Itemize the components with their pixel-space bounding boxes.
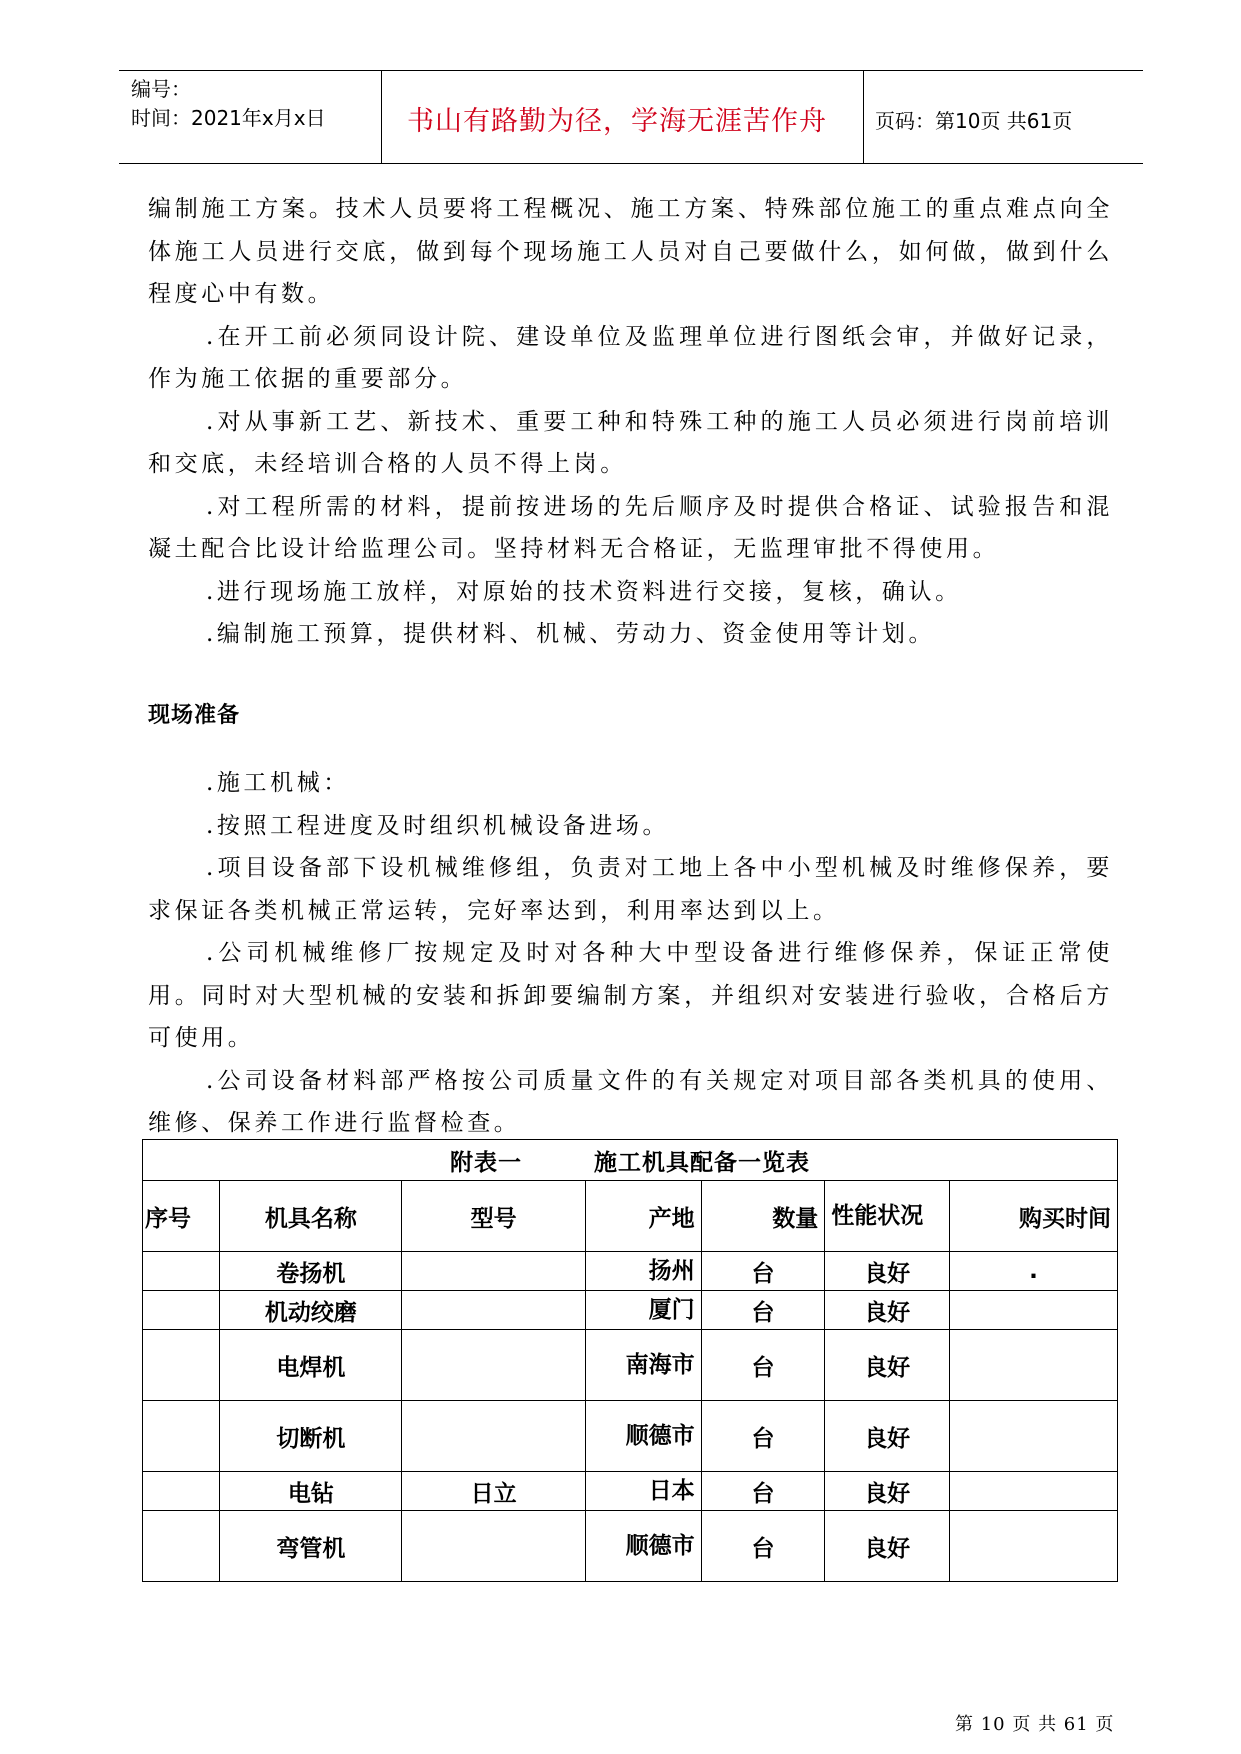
body-text: [148, 188, 1113, 656]
header-name: 机具名称: [220, 1181, 402, 1252]
cell-perf: 良好: [825, 1252, 950, 1291]
cell-date: [950, 1401, 1118, 1472]
cell-qty: 台: [701, 1511, 825, 1582]
paragraph: .对从事新工艺、新技术、重要工种和特殊工种的施工人员必须进行岗前培训和交底，未经培训合格的人员不得上岗。: [148, 408, 1113, 477]
cell-name: 卷扬机: [220, 1252, 402, 1291]
equipment-table: [142, 1139, 1118, 1582]
paragraph: .施工机械：: [206, 770, 350, 796]
header-date: 购买时间: [950, 1181, 1118, 1252]
header-meta: [131, 75, 326, 133]
header-divider: [863, 71, 864, 163]
cell-seq: [143, 1330, 220, 1401]
header-page-number: 页码：第10页 共61页: [875, 109, 1073, 133]
table-row: [143, 1511, 1118, 1582]
cell-seq: [143, 1291, 220, 1330]
cell-date: .: [950, 1252, 1118, 1291]
table-title: 附表一 施工机具配备一览表: [143, 1140, 1118, 1181]
cell-origin: 厦门: [585, 1291, 701, 1330]
cell-seq: [143, 1401, 220, 1472]
table-row: [143, 1291, 1118, 1330]
paragraph: .公司设备材料部严格按公司质量文件的有关规定对项目部各类机具的使用、维修、保养工作进行监督检查。: [148, 1067, 1113, 1136]
cell-perf: 良好: [825, 1472, 950, 1511]
cell-origin: 南海市: [585, 1330, 701, 1401]
table-row: [143, 1330, 1118, 1401]
cell-qty: 台: [701, 1291, 825, 1330]
paragraph: .按照工程进度及时组织机械设备进场。: [206, 812, 670, 839]
cell-name: 电焊机: [220, 1330, 402, 1401]
document-date: 时间：2021年x月x日: [131, 106, 326, 130]
cell-perf: 良好: [825, 1511, 950, 1582]
header-perf: 性能状况: [825, 1181, 950, 1252]
paragraph: .编制施工预算，提供材料、机械、劳动力、资金使用等计划。: [206, 621, 936, 647]
cell-date: [950, 1511, 1118, 1582]
table-header-row: [143, 1181, 1118, 1252]
header-qty: 数量: [701, 1181, 825, 1252]
section-heading: 现场准备: [148, 703, 241, 728]
cell-perf: 良好: [825, 1291, 950, 1330]
paragraph: .项目设备部下设机械维修组，负责对工地上各中小型机械及时维修保养，要求保证各类机械正常运转，完好率达到，利用率达到以上。: [148, 855, 1113, 924]
table-row: [143, 1401, 1118, 1472]
cell-origin: 顺德市: [585, 1401, 701, 1472]
page-header: [119, 70, 1143, 164]
cell-name: 电钻: [220, 1472, 402, 1511]
cell-name: 切断机: [220, 1401, 402, 1472]
cell-model: [402, 1291, 585, 1330]
cell-date: [950, 1291, 1118, 1330]
paragraph: .对工程所需的材料，提前按进场的先后顺序及时提供合格证、试验报告和混凝土配合比设计给监理公司。坚持材料无合格证，无监理审批不得使用。: [148, 493, 1113, 562]
cell-seq: [143, 1252, 220, 1291]
cell-name: 机动绞磨: [220, 1291, 402, 1330]
cell-date: [950, 1472, 1118, 1511]
cell-name: 弯管机: [220, 1511, 402, 1582]
cell-model: [402, 1330, 585, 1401]
cell-seq: [143, 1472, 220, 1511]
cell-seq: [143, 1511, 220, 1582]
cell-qty: 台: [701, 1401, 825, 1472]
cell-qty: 台: [701, 1472, 825, 1511]
cell-qty: 台: [701, 1252, 825, 1291]
table-title-row: [143, 1140, 1118, 1181]
page-footer: 第 10 页 共 61 页: [955, 1714, 1115, 1735]
cell-perf: 良好: [825, 1401, 950, 1472]
cell-model: [402, 1252, 585, 1291]
paragraph: 编制施工方案。技术人员要将工程概况、施工方案、特殊部位施工的重点难点向全体施工人员进行交底，做到每个现场施工人员对自己要做什么，如何做，做到什么程度心中有数。: [148, 196, 1113, 307]
cell-model: [402, 1511, 585, 1582]
table-row: [143, 1252, 1118, 1291]
paragraph: .进行现场施工放样，对原始的技术资料进行交接，复核，确认。: [206, 578, 962, 605]
cell-origin: 扬州: [585, 1252, 701, 1291]
paragraph: .在开工前必须同设计院、建设单位及监理单位进行图纸会审，并做好记录，作为施工依据的重要部分。: [148, 323, 1113, 392]
cell-model: 日立: [402, 1472, 585, 1511]
paragraph: .公司机械维修厂按规定及时对各种大中型设备进行维修保养，保证正常使用。同时对大型机械的安装和拆卸要编制方案，并组织对安装进行验收，合格后方可使用。: [148, 940, 1113, 1051]
header-motto: 书山有路勤为径，学海无涯苦作舟: [407, 106, 827, 137]
header-model: 型号: [402, 1181, 585, 1252]
cell-date: [950, 1330, 1118, 1401]
cell-perf: 良好: [825, 1330, 950, 1401]
cell-qty: 台: [701, 1330, 825, 1401]
section-body: [148, 762, 1113, 1145]
cell-origin: 顺德市: [585, 1511, 701, 1582]
cell-model: [402, 1401, 585, 1472]
cell-origin: 日本: [585, 1472, 701, 1511]
table-row: [143, 1472, 1118, 1511]
document-number: 编号：: [131, 77, 191, 101]
header-origin: 产地: [585, 1181, 701, 1252]
header-seq: 序号: [143, 1181, 220, 1252]
header-divider: [381, 71, 382, 163]
